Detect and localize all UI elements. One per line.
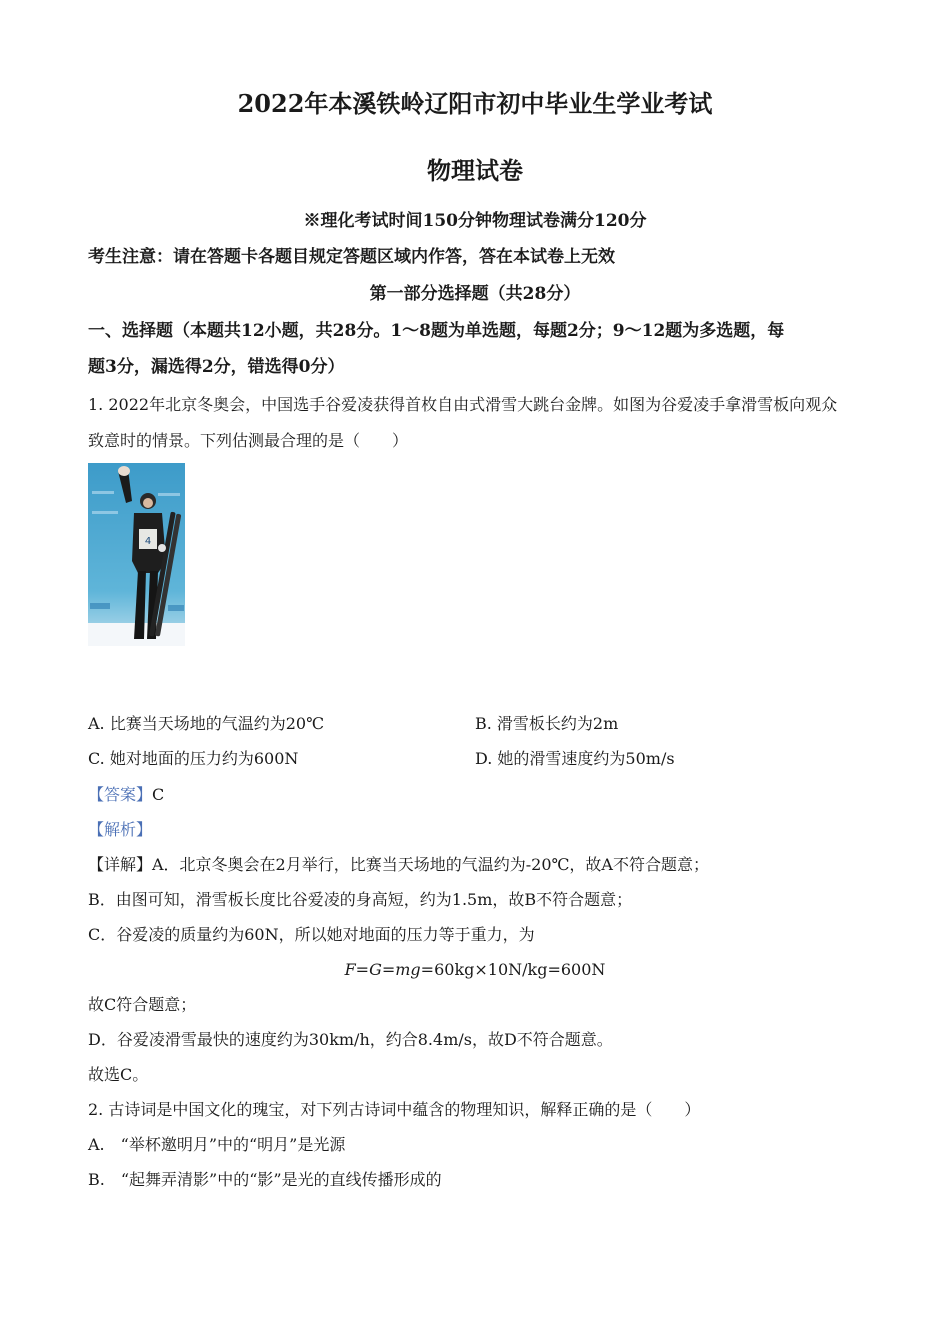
q1-stem-line-1: 1. 2022年北京冬奥会，中国选手谷爱凌获得首枚自由式滑雪大跳台金牌。如图为谷爱凌手拿滑雪板向观众 xyxy=(88,395,838,414)
q1-detail-1: 【详解】A．北京冬奥会在2月举行，比赛当天场地的气温约为-20℃，故A不符合题意； xyxy=(88,855,709,874)
q1-answer xyxy=(88,784,164,806)
section-instructions-line-1: 一、选择题（本题共12小题，共28分。1～8题为单选题，每题2分；9～12题为多选题，每 xyxy=(88,321,785,341)
analysis-tag: 【解析】 xyxy=(88,820,153,839)
q1-option-b: B. 滑雪板长约为2m xyxy=(475,714,619,733)
q1-detail-4: 故C符合题意； xyxy=(88,995,197,1014)
part-title: 第一部分选择题（共28分） xyxy=(369,284,581,304)
exam-notice: 考生注意：请在答题卡各题目规定答题区域内作答，答在本试卷上无效 xyxy=(88,247,615,267)
q2-option-a: A. “举杯邀明月”中的“明月”是光源 xyxy=(88,1135,346,1154)
exam-title: 2022年本溪铁岭辽阳市初中毕业生学业考试 xyxy=(237,89,713,118)
q1-stem-line-2: 致意时的情景。下列估测最合理的是（ ） xyxy=(88,431,409,450)
q1-detail-3: C．谷爱凌的质量约为60N，所以她对地面的压力等于重力，为 xyxy=(88,925,535,944)
q2-option-b: B. “起舞弄清影”中的“影”是光的直线传播形成的 xyxy=(88,1170,442,1189)
section-instructions-line-2: 题3分，漏选得2分，错选得0分） xyxy=(88,357,345,377)
q1-conclusion: 故选C。 xyxy=(88,1065,149,1084)
q1-equation xyxy=(0,959,950,981)
q1-option-a: A. 比赛当天场地的气温约为20℃ xyxy=(88,714,324,733)
equation-variables: F=G=mg xyxy=(344,960,421,979)
exam-info: ※理化考试时间150分钟物理试卷满分120分 xyxy=(303,211,647,231)
q1-detail-2: B．由图可知，滑雪板长度比谷爱凌的身高短，约为1.5m，故B不符合题意； xyxy=(88,890,633,909)
q1-option-d: D. 她的滑雪速度约为50m/s xyxy=(475,749,675,768)
q1-detail-5: D．谷爱凌滑雪最快的速度约为30km/h，约合8.4m/s，故D不符合题意。 xyxy=(88,1030,613,1049)
q2-stem: 2. 古诗词是中国文化的瑰宝，对下列古诗词中蕴含的物理知识，解释正确的是（ ） xyxy=(88,1100,701,1119)
q1-photo-skier xyxy=(88,463,185,646)
answer-tag: 【答案】 xyxy=(88,785,153,804)
photo-bib-number: 4 xyxy=(144,536,152,547)
exam-subtitle: 物理试卷 xyxy=(427,156,523,185)
answer-value: C xyxy=(152,785,165,804)
equation-result: =60kg×10N/kg=600N xyxy=(420,960,606,979)
q1-option-c: C. 她对地面的压力约为600N xyxy=(88,749,299,768)
